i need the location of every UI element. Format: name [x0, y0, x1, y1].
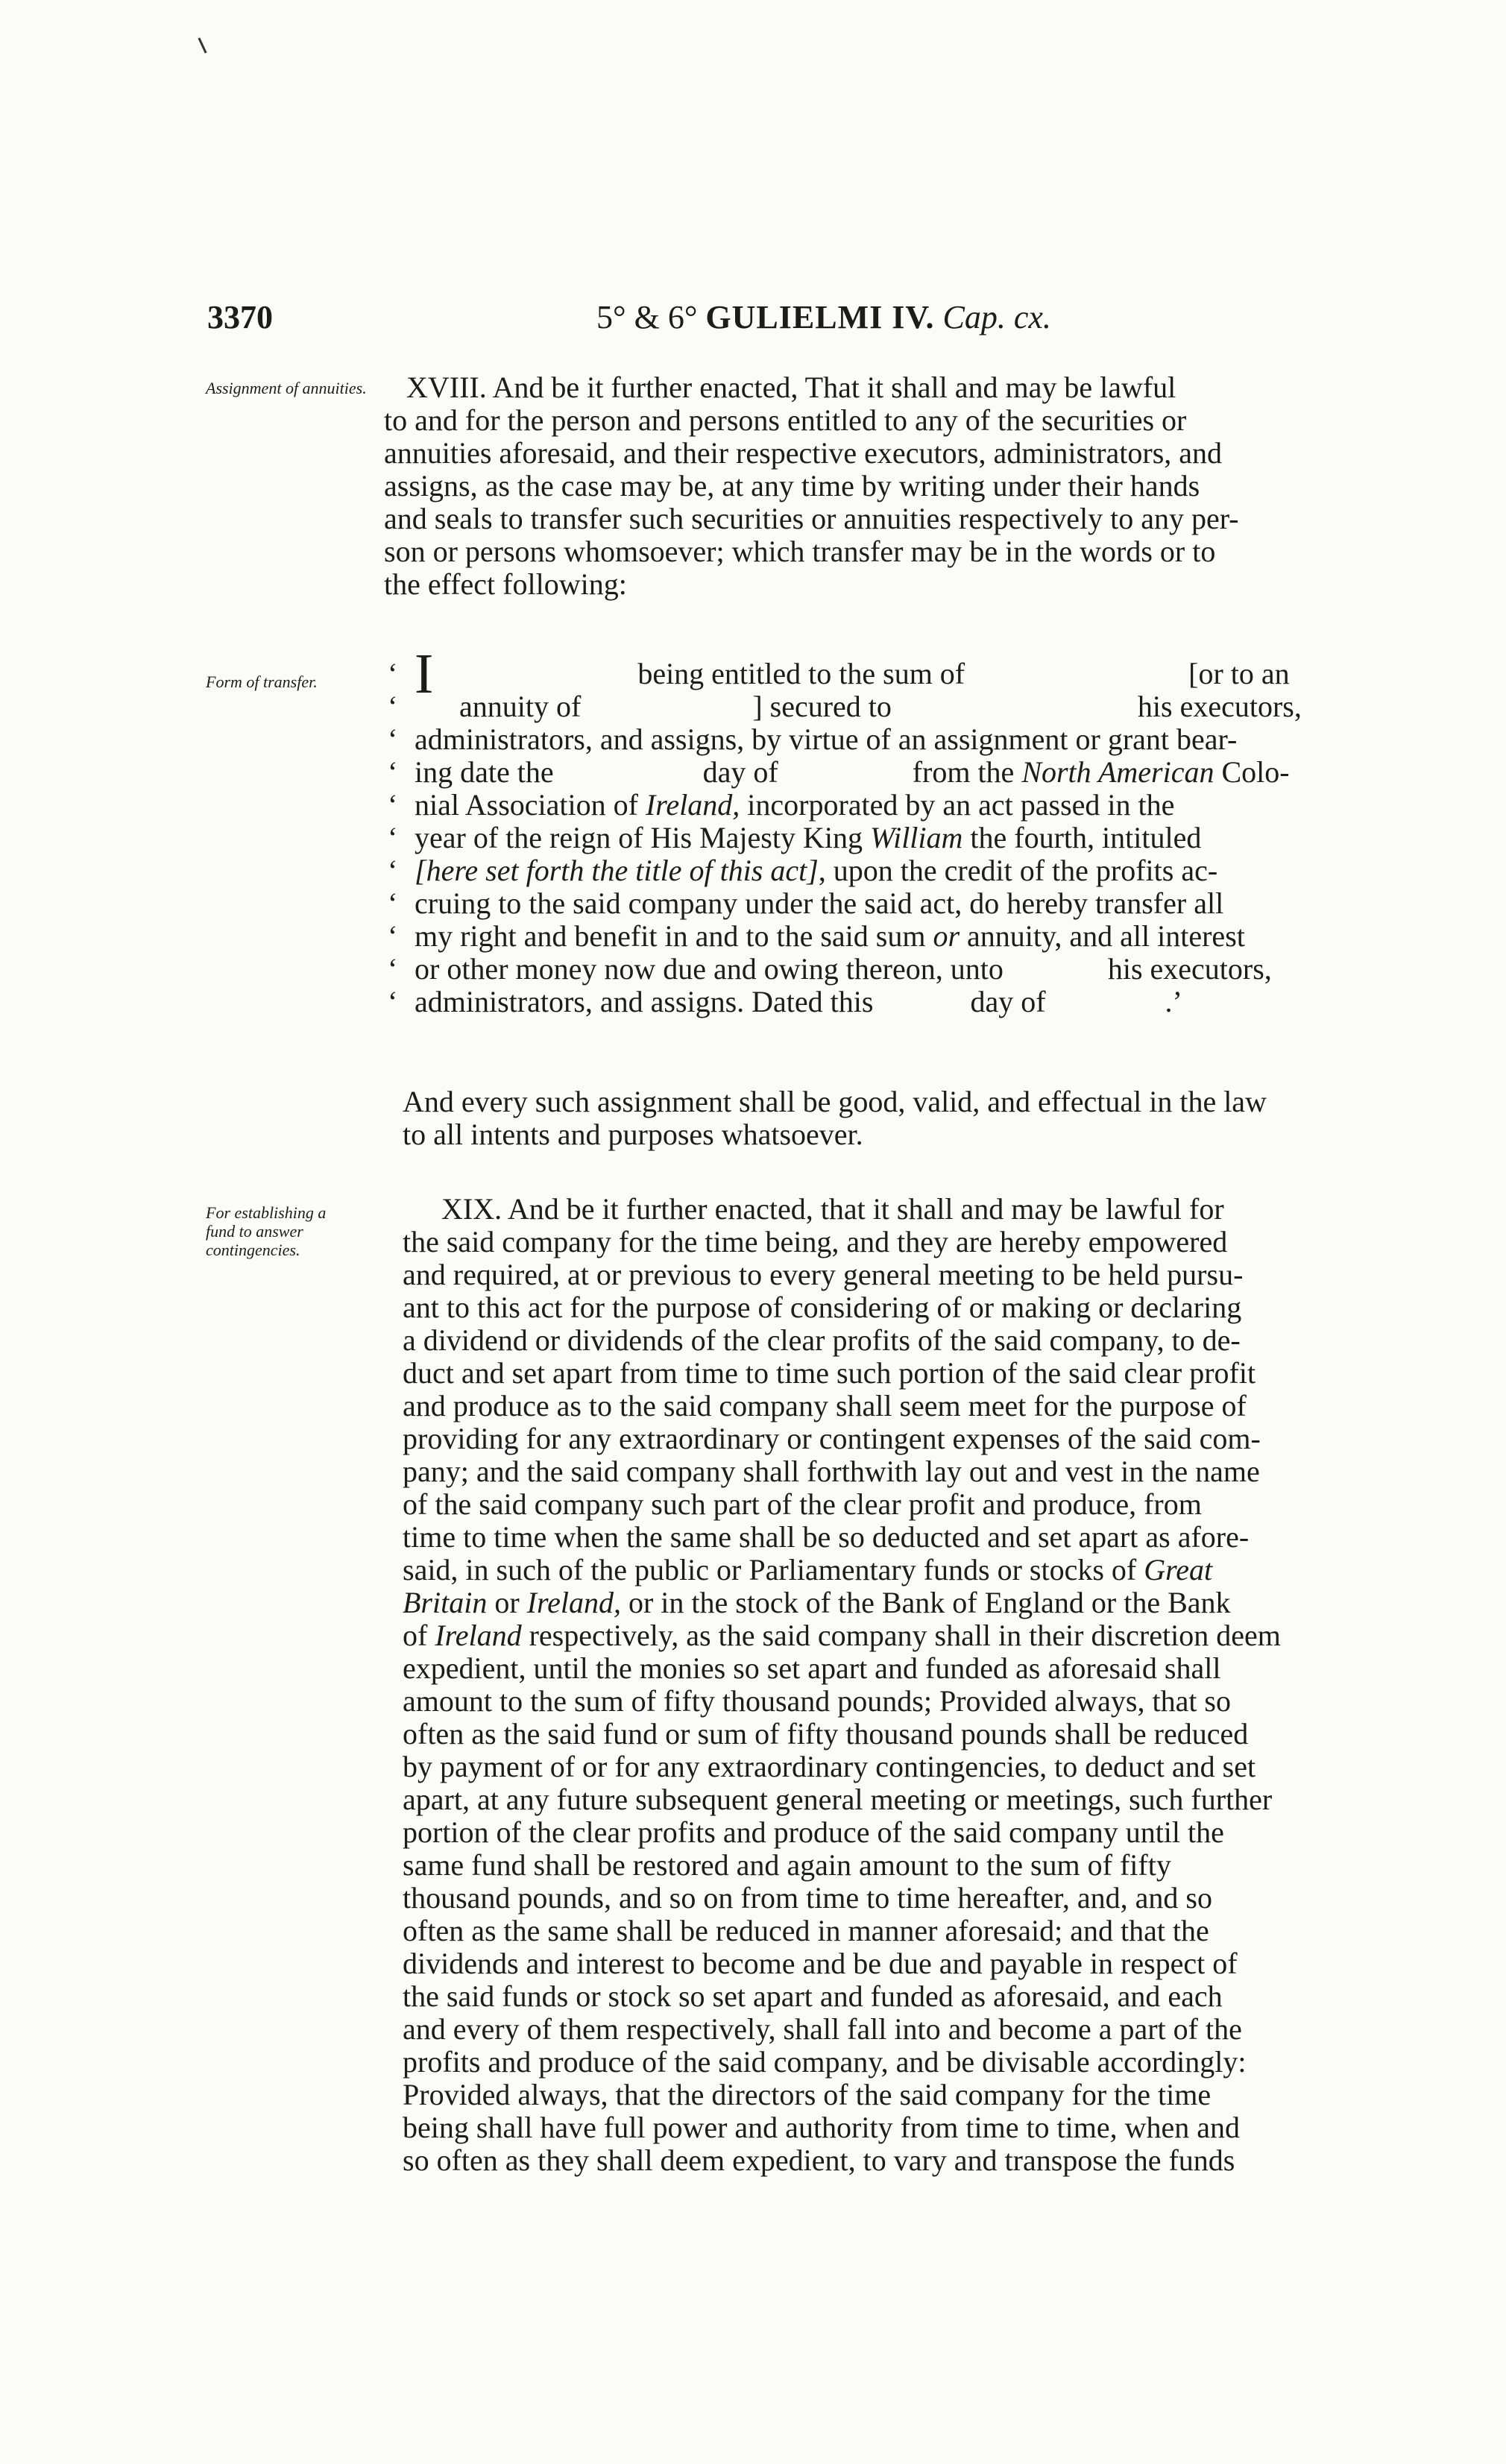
form-line-6: ‘ year of the reign of His Majesty King William the fourth, intituled [388, 821, 1202, 854]
form-line-7: ‘ [here set forth the title of this act], upon the credit of the profits ac- [388, 854, 1218, 887]
text-line: dividends and interest to become and be due and payable in respect of [403, 1947, 1238, 1980]
text-line: providing for any extraordinary or contingent expenses of the said com- [403, 1422, 1261, 1455]
text-line: pany; and the said company shall forthwith lay out and vest in the name [403, 1455, 1260, 1488]
text-line: and required, at or previous to every general meeting to be held pursu- [403, 1258, 1244, 1291]
text-line: duct and set apart from time to time such portion of the said clear profit [403, 1356, 1256, 1390]
form-line-4: ‘ ing date the day of from the North American Colo- [388, 755, 1290, 789]
text-line: And every such assignment shall be good, valid, and effectual in the law [403, 1085, 1267, 1118]
text-line: and seals to transfer such securities or annuities respectively to any per- [384, 502, 1239, 535]
text-line: portion of the clear profits and produce of the said company until the [403, 1815, 1224, 1849]
text-line: Britain or Ireland, or in the stock of the Bank of England or the Bank [403, 1586, 1231, 1619]
text-line: of the said company such part of the clear profit and produce, from [403, 1487, 1202, 1521]
text-line: same fund shall be restored and again amount to the sum of fifty [403, 1848, 1171, 1882]
form-line-11: ‘ administrators, and assigns. Dated this day of .’ [388, 985, 1182, 1018]
form-line-5: ‘ nial Association of Ireland, incorporated by an act passed in the [388, 788, 1175, 822]
text-line: of Ireland respectively, as the said company shall in their discretion deem [403, 1619, 1281, 1652]
text-line: by payment of or for any extraordinary contingencies, to deduct and set [403, 1750, 1256, 1783]
text-line: ant to this act for the purpose of considering of or making or declaring [403, 1291, 1242, 1324]
margin-note-form: Form of transfer. [206, 672, 318, 691]
dropcap: I [415, 643, 434, 705]
text-line: amount to the sum of fifty thousand pounds; Provided always, that so [403, 1684, 1231, 1718]
text-line: thousand pounds, and so on from time to time hereafter, and, and so [403, 1881, 1212, 1915]
text-line: time to time when the same shall be so deducted and set apart as afore- [403, 1520, 1250, 1554]
page-number: 3370 [207, 299, 273, 335]
running-title [596, 298, 1051, 336]
form-line-8: ‘ cruing to the said company under the said act, do hereby transfer all [388, 886, 1224, 920]
text-line: expedient, until the monies so set apart and funded as aforesaid shall [403, 1651, 1221, 1685]
text-line: XVIII. And be it further enacted, That it shall and may be lawful [406, 371, 1176, 404]
text-line: and every of them respectively, shall fall into and become a part of the [403, 2012, 1242, 2046]
text-line: the said funds or stock so set apart and funded as aforesaid, and each [403, 1979, 1223, 2013]
title-cap: Cap. cx. [942, 299, 1051, 335]
text-line: the said company for the time being, and they are hereby empowered [403, 1225, 1228, 1258]
text-line: so often as they shall deem expedient, to vary and transpose the funds [403, 2143, 1235, 2177]
text-line: and produce as to the said company shall seem meet for the purpose of [403, 1389, 1247, 1422]
text-line: XIX. And be it further enacted, that it shall and may be lawful for [441, 1192, 1224, 1226]
text-line: the effect following: [384, 567, 627, 601]
title-prefix: 5° & 6° [596, 299, 698, 335]
scan-mark [198, 37, 207, 53]
text-line: annuities aforesaid, and their respective executors, administrators, and [384, 436, 1223, 470]
form-line-3: ‘ administrators, and assigns, by virtue of an assignment or grant bear- [388, 722, 1238, 756]
text-line: assigns, as the case may be, at any time by writing under their hands [384, 469, 1200, 502]
margin-note-fund: For establishing a fund to answer contingencies. [206, 1203, 327, 1259]
text-line: being shall have full power and authority from time to time, when and [403, 2111, 1241, 2144]
text-line: a dividend or dividends of the clear profits of the said company, to de- [403, 1323, 1241, 1357]
text-line: to all intents and purposes whatsoever. [403, 1118, 863, 1151]
text-line: son or persons whomsoever; which transfer may be in the words or to [384, 535, 1216, 568]
text-line: Provided always, that the directors of the said company for the time [403, 2078, 1212, 2111]
form-line-9: ‘ my right and benefit in and to the said sum or annuity, and all interest [388, 919, 1245, 953]
text-line: to and for the person and persons entitled to any of the securities or [384, 403, 1187, 437]
text-line: apart, at any future subsequent general meeting or meetings, such further [403, 1783, 1273, 1816]
title-main: GULIELMI IV. [705, 299, 935, 335]
form-line-2: ‘ annuity of ] secured to his executors, [388, 690, 1302, 723]
form-line-1: ‘ I being entitled to the sum of [or to an [388, 643, 1290, 705]
margin-note-assignment: Assignment of annuities. [206, 379, 367, 397]
form-line-10: ‘ or other money now due and owing thereon, unto his executors, [388, 952, 1272, 986]
page-header [0, 298, 1506, 350]
text-line: often as the same shall be reduced in manner aforesaid; and that the [403, 1914, 1209, 1947]
text-line: often as the said fund or sum of fifty thousand pounds shall be reduced [403, 1717, 1249, 1751]
text-line: profits and produce of the said company, and be divisable accordingly: [403, 2045, 1247, 2079]
text-line: said, in such of the public or Parliamentary funds or stocks of Great [403, 1553, 1213, 1587]
